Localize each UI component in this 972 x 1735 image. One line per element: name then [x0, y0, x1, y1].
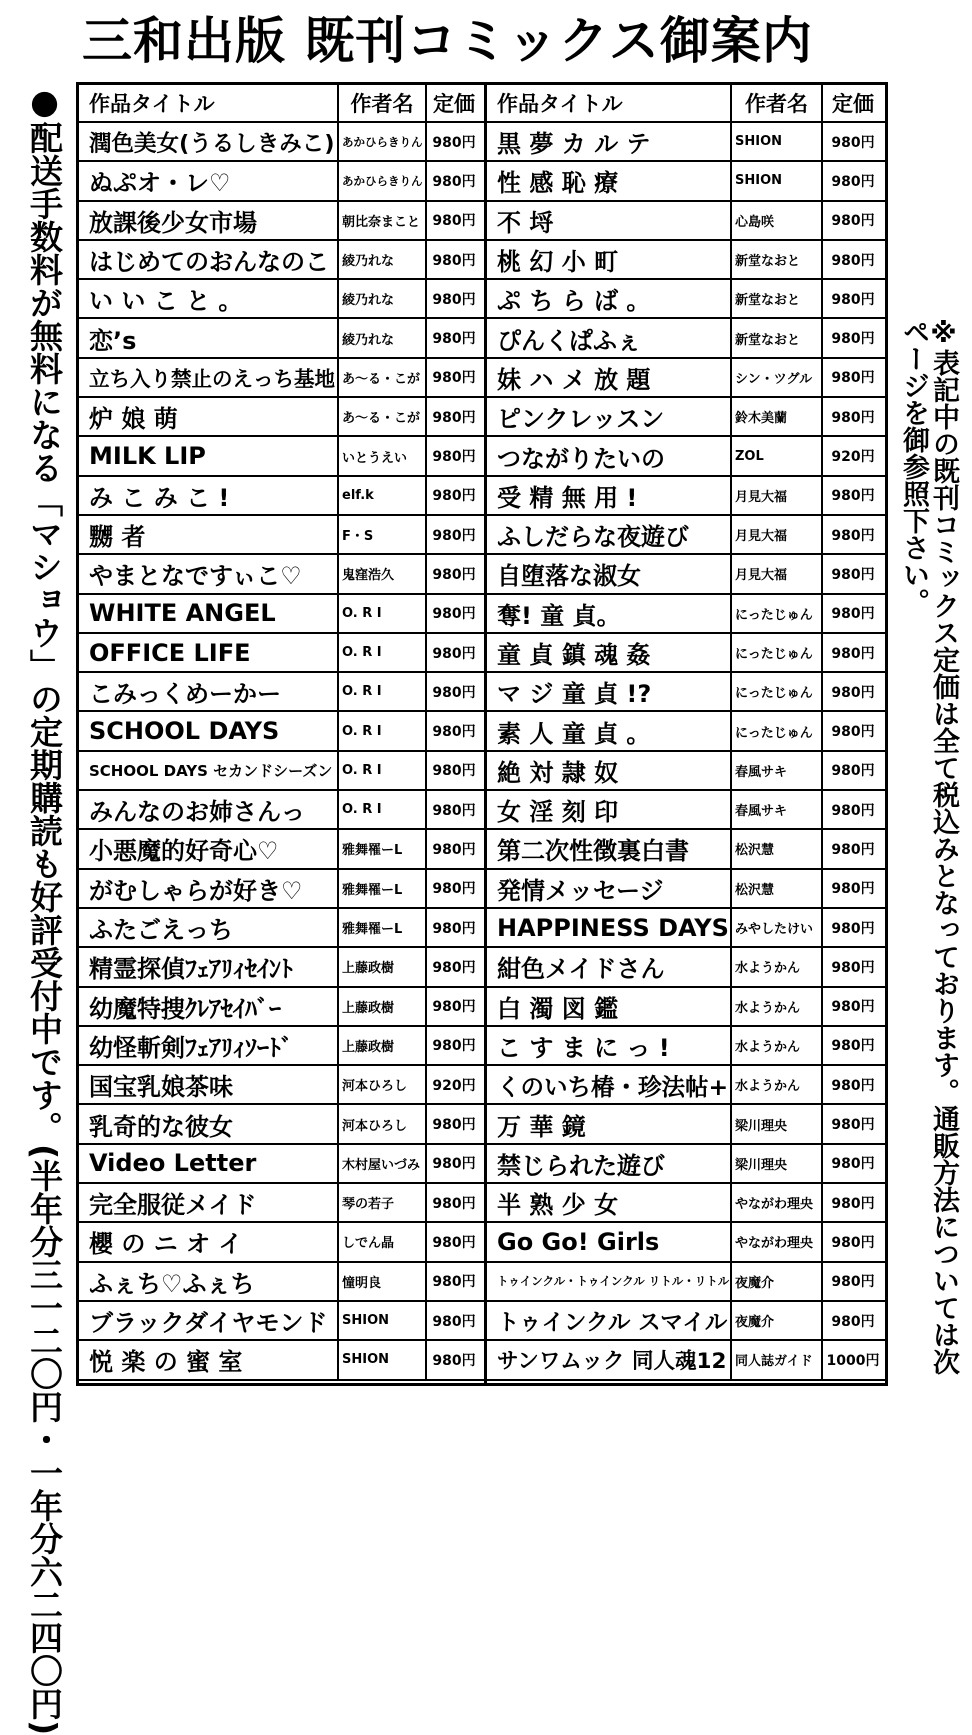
- comic-author: にったじゅん: [730, 673, 821, 710]
- comic-price: 980円: [425, 162, 481, 199]
- comic-price: 980円: [821, 595, 883, 632]
- comic-price: 980円: [425, 1223, 481, 1260]
- table-row: [487, 555, 885, 594]
- table-row: [487, 202, 885, 241]
- table-row: [487, 1263, 885, 1302]
- table-row: [79, 280, 484, 319]
- table-row: [79, 1105, 484, 1144]
- price-tax-note: ※表記中の既刊コミックス定価は全て税込みとなっております。通販方法については次ページを御参照下さい。: [898, 318, 959, 1375]
- table-row: [487, 319, 885, 358]
- comic-title: ふしだらな夜遊び: [497, 523, 689, 552]
- comic-author: 上藤政樹: [337, 948, 425, 985]
- comic-price: 980円: [821, 988, 883, 1025]
- comic-title: Video Letter: [89, 1149, 257, 1178]
- comic-author: 鈴木美蘭: [730, 398, 821, 435]
- table-row: [79, 595, 484, 634]
- comic-author: 夜魔介: [730, 1263, 821, 1300]
- comic-price: 980円: [425, 1184, 481, 1221]
- header-price: 定価: [821, 85, 883, 121]
- comic-author: 梁川理央: [730, 1145, 821, 1182]
- comic-price: 920円: [425, 1066, 481, 1103]
- comic-author: あかひらきりん: [337, 162, 425, 199]
- comic-title: 幼魔特捜ｸﾚｱｾｲﾊﾞｰ: [89, 994, 281, 1023]
- comic-price: 980円: [425, 791, 481, 828]
- comic-price: 980円: [425, 1027, 481, 1064]
- comic-title: 妹 ハ メ 放 題: [497, 365, 651, 394]
- comic-author: O. R I: [337, 673, 425, 710]
- comic-title: 黒 夢 カ ル テ: [497, 130, 651, 159]
- table-row: [79, 555, 484, 594]
- comic-title: 乳奇的な彼女: [89, 1112, 233, 1141]
- comic-price: 980円: [821, 870, 883, 907]
- comic-title: くのいち椿・珍法帖+: [497, 1072, 729, 1101]
- comic-author: みやしたけい: [730, 909, 821, 946]
- comic-title: 半 熟 少 女: [497, 1191, 619, 1220]
- comic-author: やながわ理央: [730, 1223, 821, 1260]
- comic-title: トゥインクル スマイル: [497, 1309, 728, 1336]
- comic-title: み こ み こ !: [89, 483, 230, 512]
- comic-author: 夜魔介: [730, 1302, 821, 1339]
- comic-author: 木村屋いづみ: [337, 1145, 425, 1182]
- comic-price: 980円: [821, 1145, 883, 1182]
- table-row: [487, 1145, 885, 1184]
- comic-price: 980円: [425, 634, 481, 671]
- comic-author: にったじゅん: [730, 712, 821, 749]
- comic-price: 980円: [425, 280, 481, 317]
- comic-author: 朝比奈まこと: [337, 202, 425, 239]
- comic-title: マ ジ 童 貞 !?: [497, 680, 652, 709]
- comic-price: 980円: [821, 948, 883, 985]
- comic-title: 恋’s: [89, 326, 137, 355]
- table-header: [487, 85, 885, 123]
- comic-price: 980円: [425, 752, 481, 789]
- comic-author: 月見大福: [730, 477, 821, 514]
- table-row: [79, 1223, 484, 1262]
- table-row: [79, 1341, 484, 1380]
- table-header: [79, 85, 484, 123]
- comic-author: 月見大福: [730, 555, 821, 592]
- comic-price: 980円: [821, 280, 883, 317]
- table-row: [487, 712, 885, 751]
- comic-author: 綾乃れな: [337, 241, 425, 278]
- comic-title: 第二次性徴裏白書: [497, 837, 689, 866]
- comic-price: 980円: [821, 909, 883, 946]
- comic-author: しでん晶: [337, 1223, 425, 1260]
- table-row: [79, 319, 484, 358]
- comic-price: 980円: [425, 516, 481, 553]
- page-title: 三和出版 既刊コミックス御案内: [82, 12, 813, 70]
- comic-title: トゥインクル・トゥインクル リトル・リトル: [497, 1274, 730, 1289]
- table-row: [487, 162, 885, 201]
- comic-author: 水ようかん: [730, 1066, 821, 1103]
- comic-author: 新堂なおと: [730, 241, 821, 278]
- comic-author: あかひらきりん: [337, 123, 425, 160]
- table-row: [79, 1302, 484, 1341]
- table-row: [79, 712, 484, 751]
- comic-title: 奪! 童 貞。: [497, 601, 621, 630]
- comic-price: 980円: [821, 359, 883, 396]
- comic-author: 月見大福: [730, 516, 821, 553]
- table-row: [79, 241, 484, 280]
- table-row: [487, 752, 885, 791]
- comic-author: 鬼窪浩久: [337, 555, 425, 592]
- subscription-note: ●配送手数料が無料になる「マショウ」の定期購読も好評受付中です。(半年分三一二〇円・一年分六二四〇円): [25, 82, 64, 1735]
- comic-title: OFFICE LIFE: [89, 638, 251, 667]
- comic-title: みんなのお姉さんっ: [89, 798, 305, 827]
- comic-title: 潤色美女(うるしきみこ): [89, 130, 335, 157]
- comic-title: 放課後少女市場: [89, 208, 257, 237]
- comic-price: 980円: [425, 437, 481, 474]
- comic-price: 980円: [821, 1223, 883, 1260]
- comic-title: やまとなですぃこ♡: [89, 562, 302, 591]
- table-row: [79, 398, 484, 437]
- comic-author: O. R I: [337, 634, 425, 671]
- comic-author: シン・ツグル: [730, 359, 821, 396]
- table-row: [487, 123, 885, 162]
- table-row: [487, 477, 885, 516]
- comic-author: 梁川理央: [730, 1105, 821, 1142]
- comic-price: 980円: [821, 319, 883, 356]
- table-row: [79, 123, 484, 162]
- comic-title: ふたごえっち: [89, 916, 233, 945]
- comic-price: 980円: [821, 202, 883, 239]
- comics-catalog-table: [76, 82, 888, 1386]
- comic-title: 完全服従メイド: [89, 1191, 257, 1220]
- comic-title: 小悪魔的好奇心♡: [89, 837, 279, 866]
- table-row: [79, 1027, 484, 1066]
- comic-price: 980円: [821, 673, 883, 710]
- comic-author: 綾乃れな: [337, 280, 425, 317]
- comic-price: 980円: [821, 1263, 883, 1300]
- comic-price: 980円: [425, 673, 481, 710]
- comic-title: 悦 楽 の 蜜 室: [89, 1348, 243, 1377]
- comic-title: 禁じられた遊び: [497, 1151, 665, 1180]
- table-row: [487, 516, 885, 555]
- comic-author: 雅舞罹ーL: [337, 870, 425, 907]
- comic-title: 発情メッセージ: [497, 876, 664, 905]
- comic-title: 性 感 恥 療: [497, 169, 619, 198]
- comic-title: 白 濁 図 鑑: [497, 994, 619, 1023]
- comic-price: 980円: [425, 1302, 481, 1339]
- table-row: [79, 1066, 484, 1105]
- comic-author: 上藤政樹: [337, 988, 425, 1025]
- comic-title: 受 精 無 用 !: [497, 483, 638, 512]
- comic-author: SHION: [337, 1302, 425, 1339]
- comic-author: O. R I: [337, 791, 425, 828]
- table-row: [79, 162, 484, 201]
- comic-author: O. R I: [337, 595, 425, 632]
- comic-title: 立ち入り禁止のえっち基地: [89, 367, 335, 392]
- table-row: [79, 830, 484, 869]
- table-row: [487, 437, 885, 476]
- comic-title: つながりたいの: [497, 444, 665, 473]
- comic-title: がむしゃらが好き♡: [89, 876, 303, 905]
- comic-title: はじめてのおんなのこ: [89, 248, 329, 277]
- comic-author: SHION: [730, 162, 821, 199]
- comic-price: 980円: [425, 1145, 481, 1182]
- comic-author: 心島咲: [730, 202, 821, 239]
- comic-author: 新堂なおと: [730, 319, 821, 356]
- table-row: [79, 1263, 484, 1302]
- comic-title: 紺色メイドさん: [497, 955, 665, 984]
- table-row: [487, 241, 885, 280]
- comic-title: こみっくめーかー: [89, 680, 281, 709]
- comic-price: 980円: [821, 752, 883, 789]
- table-row: [79, 516, 484, 555]
- comic-price: 980円: [425, 359, 481, 396]
- header-author: 作者名: [337, 85, 425, 121]
- table-row: [79, 791, 484, 830]
- header-title: 作品タイトル: [497, 92, 623, 116]
- comic-price: 980円: [425, 1105, 481, 1142]
- comic-author: にったじゅん: [730, 595, 821, 632]
- comic-title: 桃 幻 小 町: [497, 248, 619, 277]
- comic-title: 炉 娘 萌: [89, 405, 178, 434]
- comic-price: 980円: [821, 1027, 883, 1064]
- comic-price: 980円: [425, 988, 481, 1025]
- comic-author: あ～る・こが: [337, 398, 425, 435]
- comic-author: 綾乃れな: [337, 319, 425, 356]
- table-row: [79, 202, 484, 241]
- comic-price: 980円: [425, 948, 481, 985]
- comic-title: 童 貞 鎮 魂 姦: [497, 641, 651, 669]
- comic-author: 上藤政樹: [337, 1027, 425, 1064]
- comic-title: ぴんくぱふぇ: [497, 326, 641, 355]
- table-row: [487, 948, 885, 987]
- comic-price: 980円: [425, 319, 481, 356]
- comic-price: 980円: [425, 1263, 481, 1300]
- table-row: [79, 437, 484, 476]
- comic-price: 980円: [425, 202, 481, 239]
- comic-author: 河本ひろし: [337, 1105, 425, 1142]
- table-row: [487, 280, 885, 319]
- comic-price: 980円: [425, 398, 481, 435]
- comic-price: 980円: [425, 477, 481, 514]
- table-row: [79, 870, 484, 909]
- comic-price: 1000円: [821, 1341, 883, 1378]
- comic-price: 980円: [821, 398, 883, 435]
- comic-author: 水ようかん: [730, 1027, 821, 1064]
- comic-price: 980円: [821, 123, 883, 160]
- comic-price: 980円: [425, 909, 481, 946]
- comic-author: 琴の若子: [337, 1184, 425, 1221]
- comic-title: ピンクレッスン: [497, 405, 665, 434]
- table-row: [79, 1145, 484, 1184]
- comic-title: こ す ま に っ !: [497, 1033, 670, 1062]
- table-row: [79, 673, 484, 712]
- table-row: [487, 1066, 885, 1105]
- comic-price: 980円: [821, 516, 883, 553]
- table-row: [79, 752, 484, 791]
- comic-author: 水ようかん: [730, 948, 821, 985]
- comic-price: 980円: [821, 712, 883, 749]
- table-row: [487, 791, 885, 830]
- comic-title: 絶 対 隷 奴: [497, 758, 619, 787]
- comic-author: SHION: [337, 1341, 425, 1378]
- header-author: 作者名: [730, 85, 821, 121]
- comic-price: 980円: [425, 595, 481, 632]
- table-row: [487, 1223, 885, 1262]
- comic-price: 920円: [821, 437, 883, 474]
- comic-title: 櫻 の ニ オ イ: [89, 1230, 243, 1259]
- comic-author: 春風サキ: [730, 752, 821, 789]
- table-row: [487, 870, 885, 909]
- comic-price: 980円: [425, 1341, 481, 1378]
- comic-title: 国宝乳娘茶味: [89, 1073, 233, 1102]
- comic-author: 雅舞罹ーL: [337, 909, 425, 946]
- table-row: [487, 398, 885, 437]
- comic-title: い い こ と 。: [89, 287, 243, 316]
- comic-author: SHION: [730, 123, 821, 160]
- table-row: [487, 830, 885, 869]
- comic-price: 980円: [425, 555, 481, 592]
- table-row: [487, 673, 885, 712]
- table-row: [79, 988, 484, 1027]
- comic-author: O. R I: [337, 752, 425, 789]
- comic-author: いとうえい: [337, 437, 425, 474]
- header-title: 作品タイトル: [89, 92, 215, 116]
- comic-title: ぷ ち ら ば 。: [497, 287, 651, 316]
- table-row: [487, 359, 885, 398]
- comic-price: 980円: [821, 477, 883, 514]
- comic-title: 幼怪斬剣ﾌｪｱﾘｨｿｰﾄﾞ: [89, 1033, 293, 1062]
- comic-title: ブラックダイヤモンド: [89, 1309, 328, 1338]
- comic-author: やながわ理央: [730, 1184, 821, 1221]
- comic-title: SCHOOL DAYS セカンドシーズン: [89, 761, 333, 780]
- comic-title: ぬぷオ・レ♡: [89, 169, 231, 198]
- comic-author: あ～る・こが: [337, 359, 425, 396]
- table-row: [487, 634, 885, 673]
- table-row: [79, 948, 484, 987]
- comic-title: 精霊探偵ﾌｪｱﾘｨｾｲﾝﾄ: [89, 955, 293, 984]
- table-row: [79, 634, 484, 673]
- catalog-column-right: [487, 85, 885, 1383]
- comic-title: HAPPINESS DAYS: [497, 913, 729, 942]
- comic-author: 松沢慧: [730, 830, 821, 867]
- comic-price: 980円: [821, 830, 883, 867]
- comic-title: 自堕落な淑女: [497, 562, 641, 591]
- table-row: [487, 1027, 885, 1066]
- comic-author: F・S: [337, 516, 425, 553]
- table-row: [487, 1341, 885, 1380]
- comic-price: 980円: [821, 241, 883, 278]
- comic-author: 松沢慧: [730, 870, 821, 907]
- comic-author: O. R I: [337, 712, 425, 749]
- comic-price: 980円: [821, 1066, 883, 1103]
- comic-author: 憧明良: [337, 1263, 425, 1300]
- comic-author: 春風サキ: [730, 791, 821, 828]
- table-row: [487, 909, 885, 948]
- comic-price: 980円: [821, 1184, 883, 1221]
- comic-author: 雅舞罹ーL: [337, 830, 425, 867]
- table-row: [79, 477, 484, 516]
- table-row: [487, 988, 885, 1027]
- comic-title: WHITE ANGEL: [89, 599, 276, 628]
- comic-title: MILK LIP: [89, 442, 206, 471]
- comic-title: 不 埒: [497, 208, 554, 237]
- comic-title: SCHOOL DAYS: [89, 717, 280, 746]
- comic-price: 980円: [821, 162, 883, 199]
- comic-author: ZOL: [730, 437, 821, 474]
- comic-price: 980円: [821, 555, 883, 592]
- comic-price: 980円: [821, 791, 883, 828]
- table-row: [487, 1184, 885, 1223]
- comic-author: にったじゅん: [730, 634, 821, 671]
- table-row: [487, 595, 885, 634]
- comic-author: 河本ひろし: [337, 1066, 425, 1103]
- comic-price: 980円: [821, 1302, 883, 1339]
- table-row: [79, 1184, 484, 1223]
- comic-title: 万 華 鏡: [497, 1112, 586, 1141]
- comic-title: 女 淫 刻 印: [497, 798, 619, 827]
- catalog-column-left: [79, 85, 487, 1383]
- header-price: 定価: [425, 85, 481, 121]
- comic-price: 980円: [425, 123, 481, 160]
- comic-author: 水ようかん: [730, 988, 821, 1025]
- comic-title: 嬲 者: [89, 523, 146, 552]
- comic-price: 980円: [425, 241, 481, 278]
- comic-price: 980円: [821, 1105, 883, 1142]
- table-row: [79, 359, 484, 398]
- comic-author: 新堂なおと: [730, 280, 821, 317]
- comic-title: ふぇち♡ふぇち: [89, 1269, 255, 1298]
- comic-title: Go Go! Girls: [497, 1227, 660, 1256]
- comic-title: サンワムック 同人魂12: [497, 1349, 727, 1375]
- comic-author: elf.k: [337, 477, 425, 514]
- comic-author: 同人誌ガイド: [730, 1341, 821, 1378]
- table-row: [487, 1302, 885, 1341]
- comic-price: 980円: [425, 870, 481, 907]
- comic-title: 素 人 童 貞 。: [497, 719, 651, 748]
- table-row: [487, 1105, 885, 1144]
- table-row: [79, 909, 484, 948]
- comic-price: 980円: [821, 634, 883, 671]
- comic-price: 980円: [425, 830, 481, 867]
- comic-price: 980円: [425, 712, 481, 749]
